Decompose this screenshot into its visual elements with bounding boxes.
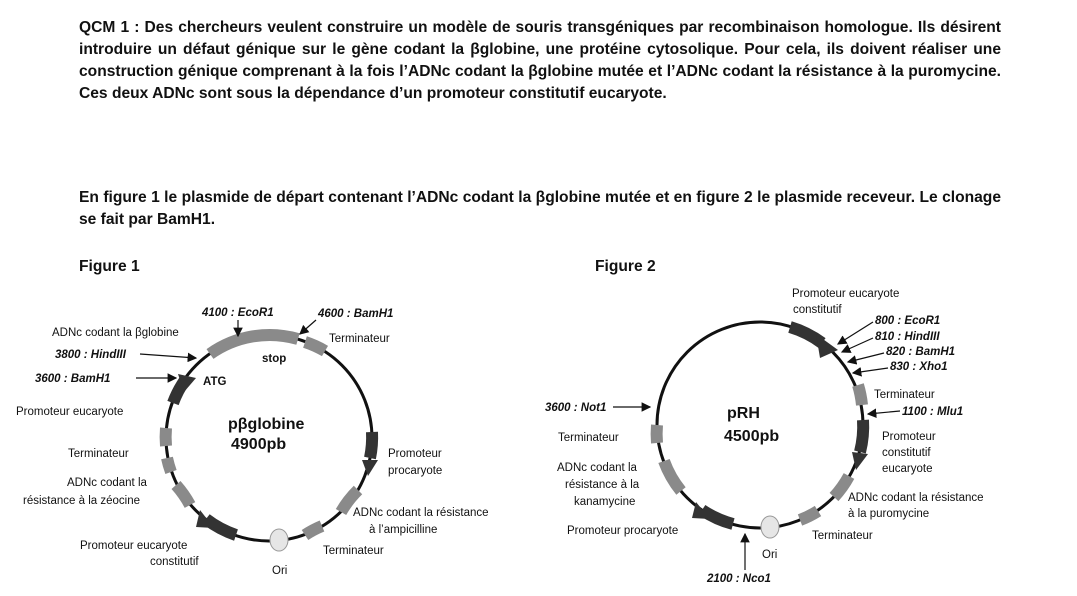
plasmid-2-size: 4500pb [724,428,780,445]
plasmid-2-label-promoteur-const2-1: Promoteur [882,431,936,443]
plasmid-1-label-ori: Ori [272,565,288,577]
plasmid-1-terminator-top [305,342,325,351]
plasmid-2-promoter-const2 [860,420,863,452]
plasmid-1-label-promoteur-const-2: constitutif [150,556,199,568]
plasmid-1-label-bglobine: ADNc codant la βglobine [52,327,179,339]
plasmid-2-site-nco1: 2100 : Nco1 [707,573,771,585]
figure-2-label: Figure 2 [595,258,656,275]
plasmid-1-label-atg: ATG [203,376,227,388]
plasmid-2-label-promoteur-proc: Promoteur procaryote [567,525,679,537]
plasmid-1-zeocine-segment-2 [176,485,190,505]
plasmid-2-label-terminateur-right: Terminateur [874,389,935,401]
plasmid-1-zeocine-segment [167,458,171,472]
plasmid-2-site-not1: 3600 : Not1 [545,402,607,414]
plasmid-1-label-promoteur-proc-2: procaryote [388,465,443,477]
plasmid-1-label-promoteur-const-1: Promoteur eucaryote [80,540,188,552]
plasmid-1-bglobine-segment [210,335,298,354]
plasmid-1-promoter-proc [370,432,372,458]
plasmid-1-site-bamh1-left: 3600 : BamH1 [35,373,111,385]
plasmid-1-label-stop: stop [262,353,287,365]
plasmid-2-site-xho1: 830 : Xho1 [890,361,948,373]
plasmid-2-label-kanamycine-3: kanamycine [574,496,636,508]
plasmid-1-label-terminateur-bottom: Terminateur [323,545,384,557]
figure-1-label: Figure 1 [79,258,140,275]
plasmid-2-kanamycine-segment [664,461,681,491]
plasmid-2-site-ecor1: 800 : EcoR1 [875,315,941,327]
plasmid-2-site-hindiii: 810 : HindIII [875,331,940,343]
plasmid-1-name: pβglobine [228,416,305,433]
plasmid-1-label-promoteur-proc-1: Promoteur [388,448,442,460]
plasmid-1-size: 4900pb [231,436,287,453]
question-paragraph-1: QCM 1 : Des chercheurs veulent construire un modèle de souris transgéniques par recombinaison homologue. Ils désirent introduire un défaut génique sur le gène codant la βglobine, une protéine cytosolique. Pour cela, ils doivent réaliser une construction génique comprenant à la fois l’ADNc codant la βglobine mutée et l’ADNc codant la résistance à la puromycine. Ces deux ADNc sont sous la dépendance d’un promoteur constitutif eucaryote. [79,19,1001,102]
plasmid-1-label-ampicilline-2: à l’ampicilline [369,524,438,536]
plasmid-2-label-promoteur-const-1: Promoteur eucaryote [792,288,900,300]
plasmid-1-label-terminateur-top: Terminateur [329,333,390,345]
plasmid-2-label-kanamycine-2: résistance à la [565,479,640,491]
plasmid-2-label-puromycine-2: à la puromycine [848,508,930,520]
plasmid-2-label-promoteur-const2-3: eucaryote [882,463,933,475]
plasmid-2-label-terminateur-bottom: Terminateur [812,530,873,542]
plasmid-2-site-bamh1: 820 : BamH1 [886,346,956,358]
question-paragraph-2: En figure 1 le plasmide de départ contenant l’ADNc codant la βglobine mutée et en figure 2 le plasmide receveur. Le clonage se fait par BamH1. [79,189,1001,228]
plasmid-2-terminator-bottom [800,511,818,520]
plasmid-1-label-promoteur-euk: Promoteur eucaryote [16,406,124,418]
plasmid-1-label-terminateur-left: Terminateur [68,448,129,460]
plasmid-1-terminator-bottom [305,526,322,535]
plasmid-1-ori [270,529,288,551]
plasmid-2-label-ori: Ori [762,549,778,561]
plasmid-2-label-promoteur-const-2: constitutif [793,304,842,316]
plasmid-1-label-zeocine-2: résistance à la zéocine [23,495,140,507]
plasmid-2-terminator-right [858,385,862,405]
plasmid-2-backbone [657,322,863,528]
plasmid-2-label-promoteur-const2-2: constitutif [882,447,931,459]
plasmid-2-puromycine-segment [834,476,849,497]
plasmid-2-label-terminateur-left: Terminateur [558,432,619,444]
plasmid-2-name: pRH [727,405,760,422]
plasmid-1-site-bamh1-top: 4600 : BamH1 [318,308,394,320]
plasmid-2-ori [761,516,779,538]
plasmid-2-map [545,288,984,585]
plasmid-1-site-ecor1: 4100 : EcoR1 [202,307,274,319]
plasmid-1-label-ampicilline-1: ADNc codant la résistance [353,507,489,519]
plasmid-1-map [16,307,489,577]
plasmid-1-label-zeocine-1: ADNc codant la [67,477,147,489]
plasmid-2-site-mlu1: 1100 : Mlu1 [902,406,964,418]
plasmid-2-label-puromycine-1: ADNc codant la résistance [848,492,984,504]
plasmid-1-site-hindiii: 3800 : HindIII [55,349,126,361]
plasmid-2-label-kanamycine-1: ADNc codant la [557,462,637,474]
